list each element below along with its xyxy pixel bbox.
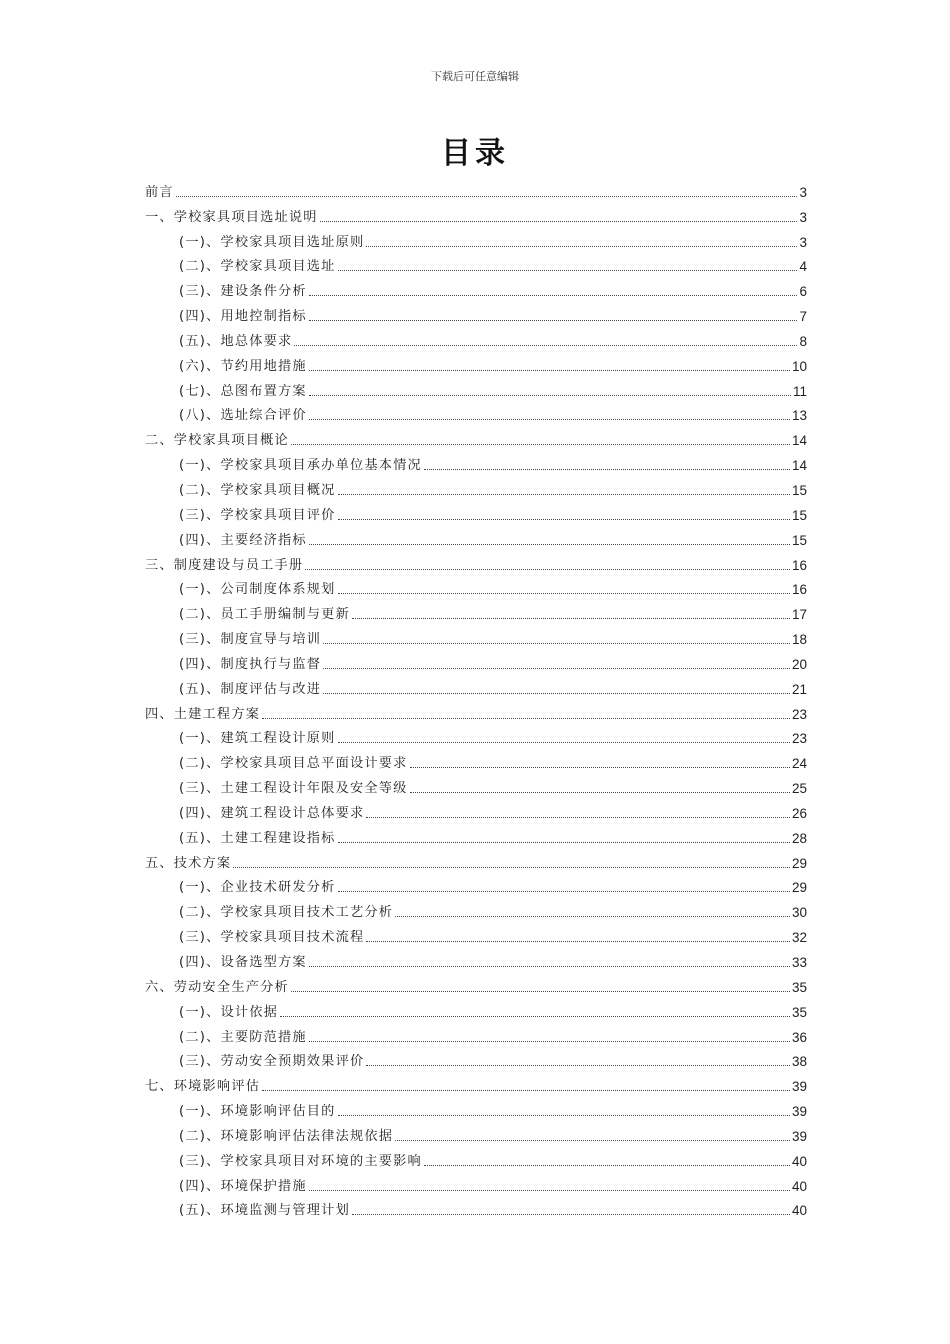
toc-entry-title: (一)、公司制度体系规划 bbox=[179, 582, 336, 598]
toc-entry-page: 3 bbox=[799, 234, 807, 250]
toc-dot-leader bbox=[309, 966, 790, 967]
toc-entry[interactable] bbox=[145, 946, 807, 971]
toc-dot-leader bbox=[424, 1165, 790, 1166]
toc-entry-title: (三)、学校家具项目技术流程 bbox=[179, 930, 365, 946]
toc-entry[interactable] bbox=[145, 797, 807, 822]
toc-entry-page: 23 bbox=[791, 731, 807, 747]
toc-entry[interactable] bbox=[145, 574, 807, 599]
toc-entry[interactable] bbox=[145, 350, 807, 375]
toc-entry-title: (一)、企业技术研发分析 bbox=[179, 880, 336, 896]
toc-entry[interactable] bbox=[145, 971, 807, 996]
toc-entry-title: (六)、节约用地措施 bbox=[179, 358, 307, 374]
toc-dot-leader bbox=[352, 1214, 790, 1215]
toc-entry-page: 39 bbox=[791, 1104, 807, 1120]
toc-entry-title: (三)、制度宣导与培训 bbox=[179, 632, 322, 648]
toc-dot-leader bbox=[305, 569, 790, 570]
toc-entry-page: 36 bbox=[791, 1029, 807, 1045]
toc-entry-title: (二)、学校家具项目技术工艺分析 bbox=[179, 905, 394, 921]
toc-dot-leader bbox=[395, 1140, 790, 1141]
toc-entry[interactable] bbox=[145, 1120, 807, 1145]
toc-entry[interactable] bbox=[145, 772, 807, 797]
toc-dot-leader bbox=[262, 718, 790, 719]
toc-entry[interactable] bbox=[145, 698, 807, 723]
toc-entry-page: 30 bbox=[791, 905, 807, 921]
toc-dot-leader bbox=[309, 1041, 790, 1042]
toc-entry-title: (一)、建筑工程设计原则 bbox=[179, 731, 336, 747]
page-header: 下载后可任意编辑 bbox=[431, 70, 519, 83]
toc-entry[interactable] bbox=[145, 723, 807, 748]
toc-entry-title: 三、制度建设与员工手册 bbox=[145, 557, 304, 573]
toc-entry-page: 21 bbox=[791, 681, 807, 697]
toc-entry[interactable] bbox=[145, 847, 807, 872]
toc-entry-title: (四)、设备选型方案 bbox=[179, 955, 307, 970]
toc-entry-page: 40 bbox=[791, 1178, 807, 1194]
toc-entry-page: 8 bbox=[799, 333, 807, 349]
toc-dot-leader bbox=[320, 221, 798, 222]
toc-entry[interactable] bbox=[145, 474, 807, 499]
toc-entry[interactable] bbox=[145, 424, 807, 449]
toc-dot-leader bbox=[309, 544, 790, 545]
toc-entry-title: (四)、用地控制指标 bbox=[179, 309, 307, 325]
toc-entry-title: (三)、学校家具项目对环境的主要影响 bbox=[179, 1153, 422, 1169]
toc-entry-title: (七)、总图布置方案 bbox=[179, 383, 307, 399]
toc-entry-title: (三)、学校家具项目评价 bbox=[179, 507, 336, 523]
toc-entry-page: 35 bbox=[791, 1004, 807, 1020]
toc-entry-page: 24 bbox=[791, 756, 807, 772]
toc-entry-title: (四)、制度执行与监督 bbox=[179, 656, 322, 672]
toc-entry-title: 二、学校家具项目概论 bbox=[145, 433, 289, 449]
toc-entry-page: 16 bbox=[791, 557, 807, 573]
toc-entry[interactable] bbox=[145, 1145, 807, 1170]
toc-entry-title: 一、学校家具项目选址说明 bbox=[145, 209, 318, 225]
toc-entry-title: (四)、环境保护措施 bbox=[179, 1178, 307, 1194]
toc-entry[interactable] bbox=[145, 1070, 807, 1095]
toc-dot-leader bbox=[410, 792, 790, 793]
toc-entry-title: (一)、环境影响评估目的 bbox=[179, 1104, 336, 1120]
toc-dot-leader bbox=[309, 1190, 790, 1191]
toc-entry-page: 35 bbox=[791, 979, 807, 995]
toc-entry[interactable] bbox=[145, 549, 807, 574]
toc-entry-title: (五)、地总体要求 bbox=[179, 333, 293, 349]
toc-entry[interactable] bbox=[145, 325, 807, 350]
toc-entry[interactable] bbox=[145, 747, 807, 772]
toc-entry-title: (八)、选址综合评价 bbox=[179, 408, 307, 424]
toc-dot-leader bbox=[176, 196, 798, 197]
toc-entry[interactable] bbox=[145, 822, 807, 847]
toc-entry-title: (四)、主要经济指标 bbox=[179, 532, 307, 548]
toc-entry-title: 四、土建工程方案 bbox=[145, 706, 261, 722]
toc-entry-title: (二)、环境影响评估法律法规依据 bbox=[179, 1128, 394, 1144]
toc-dot-leader bbox=[309, 320, 798, 321]
toc-entry[interactable] bbox=[145, 921, 807, 946]
toc-entry-page: 14 bbox=[791, 433, 807, 449]
toc-dot-leader bbox=[294, 345, 797, 346]
toc-dot-leader bbox=[309, 395, 791, 396]
toc-entry-title: (五)、环境监测与管理计划 bbox=[179, 1203, 350, 1219]
toc-entry[interactable] bbox=[145, 400, 807, 425]
toc-dot-leader bbox=[291, 991, 790, 992]
toc-entry[interactable] bbox=[145, 896, 807, 921]
toc-entry-page: 28 bbox=[791, 830, 807, 846]
toc-dot-leader bbox=[338, 519, 790, 520]
toc-entry-title: 六、劳动安全生产分析 bbox=[145, 979, 289, 995]
toc-entry-page: 20 bbox=[791, 656, 807, 672]
toc-entry-page: 40 bbox=[791, 1203, 807, 1219]
toc-entry-page: 7 bbox=[799, 309, 807, 325]
toc-entry[interactable] bbox=[145, 300, 807, 325]
toc-dot-leader bbox=[323, 693, 790, 694]
toc-dot-leader bbox=[338, 891, 790, 892]
toc-entry-title: (一)、学校家具项目承办单位基本情况 bbox=[179, 458, 422, 474]
toc-entry[interactable] bbox=[145, 524, 807, 549]
toc-dot-leader bbox=[366, 246, 797, 247]
toc-entry-title: (五)、制度评估与改进 bbox=[179, 681, 322, 697]
toc-entry[interactable] bbox=[145, 623, 807, 648]
toc-entry-page: 14 bbox=[791, 458, 807, 474]
toc-entry[interactable] bbox=[145, 226, 807, 251]
toc-entry-page: 16 bbox=[791, 582, 807, 598]
toc-entry-title: (二)、学校家具项目总平面设计要求 bbox=[179, 756, 408, 772]
toc-dot-leader bbox=[262, 1090, 790, 1091]
toc-entry[interactable] bbox=[145, 1095, 807, 1120]
toc-dot-leader bbox=[366, 1065, 790, 1066]
toc-dot-leader bbox=[424, 469, 790, 470]
toc-entry-page: 29 bbox=[791, 880, 807, 896]
toc-entry-title: (一)、学校家具项目选址原则 bbox=[179, 234, 365, 250]
toc-entry-page: 15 bbox=[791, 482, 807, 498]
toc-dot-leader bbox=[338, 494, 790, 495]
toc-entry-title: (三)、土建工程设计年限及安全等级 bbox=[179, 781, 408, 797]
toc-dot-leader bbox=[338, 1115, 790, 1116]
toc-entry-page: 39 bbox=[791, 1128, 807, 1144]
toc-entry-title: (一)、设计依据 bbox=[179, 1004, 279, 1020]
toc-entry[interactable] bbox=[145, 1046, 807, 1071]
toc-dot-leader bbox=[309, 419, 790, 420]
toc-entry-title: (三)、建设条件分析 bbox=[179, 284, 307, 300]
toc-entry[interactable] bbox=[145, 648, 807, 673]
toc-entry[interactable] bbox=[145, 375, 807, 400]
toc-entry-page: 25 bbox=[791, 781, 807, 797]
toc-entry-title: 前言 bbox=[145, 184, 174, 200]
toc-dot-leader bbox=[352, 618, 790, 619]
toc-entry-page: 32 bbox=[791, 930, 807, 946]
toc-dot-leader bbox=[323, 643, 790, 644]
toc-dot-leader bbox=[280, 1016, 790, 1017]
toc-dot-leader bbox=[366, 941, 790, 942]
toc-entry-page: 3 bbox=[799, 209, 807, 225]
toc-entry[interactable] bbox=[145, 275, 807, 300]
toc-entry[interactable] bbox=[145, 201, 807, 226]
toc-entry-page: 39 bbox=[791, 1079, 807, 1095]
toc-dot-leader bbox=[233, 867, 790, 868]
toc-dot-leader bbox=[338, 742, 790, 743]
toc-entry-title: (五)、土建工程建设指标 bbox=[179, 830, 336, 846]
toc-entry[interactable] bbox=[145, 872, 807, 897]
toc-entry-title: (二)、主要防范措施 bbox=[179, 1029, 307, 1045]
toc-dot-leader bbox=[395, 916, 790, 917]
toc-dot-leader bbox=[309, 295, 798, 296]
toc-entry[interactable] bbox=[145, 1170, 807, 1195]
toc-entry-title: (四)、建筑工程设计总体要求 bbox=[179, 805, 365, 821]
table-of-contents bbox=[145, 176, 807, 1219]
toc-entry-page: 13 bbox=[791, 408, 807, 424]
toc-entry-page: 10 bbox=[791, 358, 807, 374]
toc-entry-page: 15 bbox=[791, 507, 807, 523]
toc-entry[interactable] bbox=[145, 251, 807, 276]
toc-entry-title: (三)、劳动安全预期效果评价 bbox=[179, 1054, 365, 1070]
toc-dot-leader bbox=[309, 370, 790, 371]
toc-entry[interactable] bbox=[145, 176, 807, 201]
toc-dot-leader bbox=[338, 270, 798, 271]
toc-entry-page: 38 bbox=[791, 1054, 807, 1070]
toc-dot-leader bbox=[291, 444, 790, 445]
toc-entry-title: 五、技术方案 bbox=[145, 855, 232, 871]
toc-entry-page: 18 bbox=[791, 632, 807, 648]
toc-entry-page: 29 bbox=[791, 855, 807, 871]
toc-entry[interactable] bbox=[145, 1195, 807, 1220]
toc-dot-leader bbox=[366, 817, 790, 818]
toc-entry[interactable] bbox=[145, 996, 807, 1021]
toc-entry-title: 七、环境影响评估 bbox=[145, 1079, 261, 1095]
page-title: 目录 bbox=[441, 136, 509, 171]
toc-entry-title: (二)、员工手册编制与更新 bbox=[179, 607, 350, 623]
toc-entry-page: 40 bbox=[791, 1153, 807, 1169]
toc-entry-title: (二)、学校家具项目选址 bbox=[179, 259, 336, 275]
toc-entry-page: 3 bbox=[799, 184, 807, 200]
toc-entry-page: 6 bbox=[799, 284, 807, 300]
toc-dot-leader bbox=[338, 593, 790, 594]
toc-dot-leader bbox=[323, 668, 790, 669]
toc-entry[interactable] bbox=[145, 449, 807, 474]
toc-entry[interactable] bbox=[145, 499, 807, 524]
toc-entry-page: 33 bbox=[791, 955, 807, 970]
toc-entry-page: 15 bbox=[791, 532, 807, 548]
toc-entry-page: 26 bbox=[791, 805, 807, 821]
toc-entry[interactable] bbox=[145, 598, 807, 623]
toc-dot-leader bbox=[338, 842, 790, 843]
toc-entry-page: 23 bbox=[791, 706, 807, 722]
toc-entry[interactable] bbox=[145, 673, 807, 698]
toc-entry-page: 11 bbox=[792, 383, 807, 399]
toc-entry-title: (二)、学校家具项目概况 bbox=[179, 482, 336, 498]
toc-dot-leader bbox=[410, 767, 790, 768]
toc-entry-page: 17 bbox=[791, 607, 807, 623]
toc-entry-page: 4 bbox=[799, 259, 807, 275]
toc-entry[interactable] bbox=[145, 1021, 807, 1046]
